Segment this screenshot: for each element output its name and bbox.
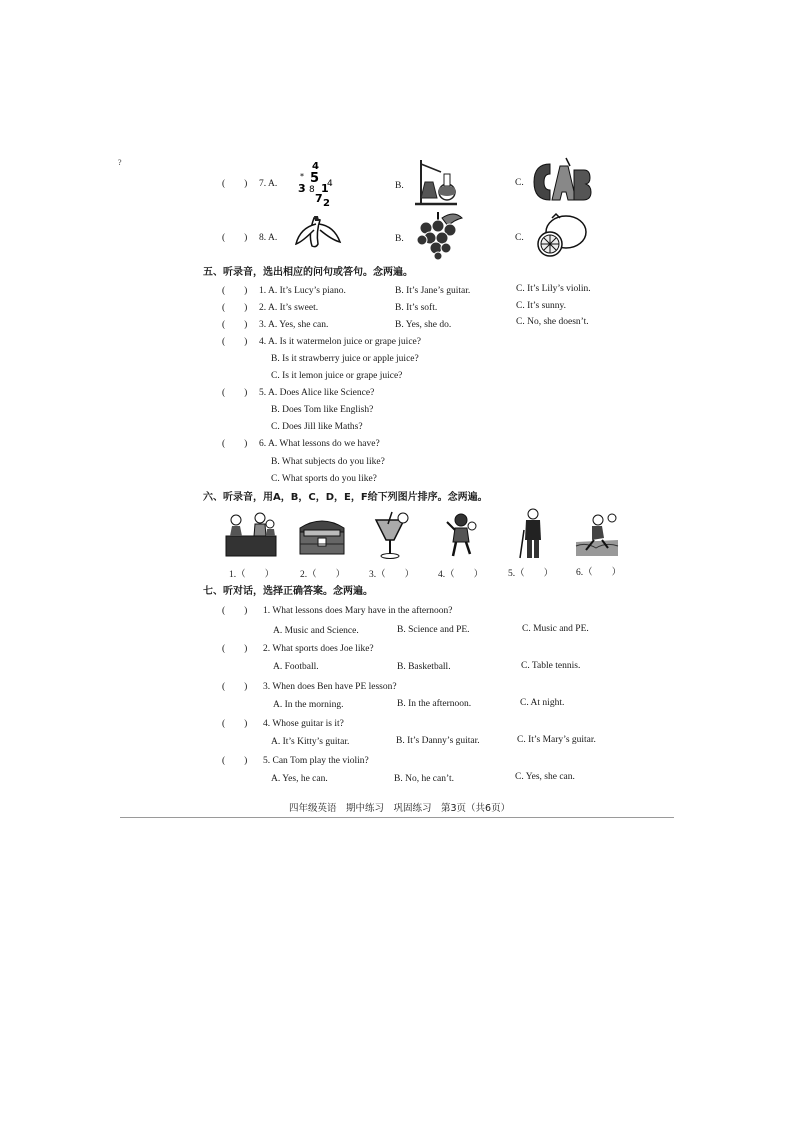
paren-q7: ( ) bbox=[222, 179, 248, 189]
q5-5-option-b: B. Does Tom like English? bbox=[271, 405, 374, 415]
old-man-with-cane-icon bbox=[516, 508, 546, 560]
svg-text:1: 1 bbox=[321, 182, 329, 195]
q7-option-a-label: 7. A. bbox=[259, 179, 278, 189]
grapes-icon bbox=[412, 210, 464, 260]
q5-6-paren: ( ) bbox=[222, 439, 248, 449]
q7-3-question: 3. When does Ben have PE lesson? bbox=[263, 682, 397, 692]
q5-2-option-b: B. It’s soft. bbox=[395, 303, 438, 313]
order-blank-2[interactable]: 2.（ ） bbox=[300, 570, 346, 580]
q5-4-paren: ( ) bbox=[222, 337, 248, 347]
section-6-title: 六、听录音，用A，B，C，D，E，F给下列图片排序。念两遍。 bbox=[203, 492, 488, 503]
q8-option-a-label: 8. A. bbox=[259, 233, 278, 243]
q7-5-paren: ( ) bbox=[222, 756, 248, 766]
q7-1-option-c: C. Music and PE. bbox=[522, 624, 589, 634]
q7-5-option-c: C. Yes, she can. bbox=[515, 772, 575, 782]
svg-text:4: 4 bbox=[327, 179, 333, 189]
numbers-icon bbox=[296, 158, 338, 208]
q7-1-question: 1. What lessons does Mary have in the afternoon? bbox=[263, 606, 453, 616]
juice-glass-icon bbox=[370, 510, 410, 560]
boy-with-ball-icon bbox=[443, 512, 479, 558]
q5-2-option-a: 2. A. It’s sweet. bbox=[259, 303, 319, 313]
q5-4-option-c: C. Is it lemon juice or grape juice? bbox=[271, 371, 403, 381]
q7-4-option-b: B. It’s Danny’s guitar. bbox=[396, 736, 480, 746]
q5-2-paren: ( ) bbox=[222, 303, 248, 313]
order-blank-4[interactable]: 4.（ ） bbox=[438, 570, 484, 580]
q7-3-option-b: B. In the afternoon. bbox=[397, 699, 472, 709]
q5-1-option-a: 1. A. It’s Lucy’s piano. bbox=[259, 286, 346, 296]
q5-4-option-b: B. Is it strawberry juice or apple juice? bbox=[271, 354, 419, 364]
q7-option-b-label: B. bbox=[395, 181, 404, 191]
q5-3-option-c: C. No, she doesn’t. bbox=[516, 317, 589, 327]
q7-1-option-b: B. Science and PE. bbox=[397, 625, 470, 635]
q7-2-paren: ( ) bbox=[222, 644, 248, 654]
q5-5-option-c: C. Does Jill like Maths? bbox=[271, 422, 363, 432]
q5-3-option-b: B. Yes, she do. bbox=[395, 320, 452, 330]
q7-1-option-a: A. Music and Science. bbox=[273, 626, 359, 636]
lemon-icon bbox=[532, 212, 588, 258]
q7-5-option-b: B. No, he can’t. bbox=[394, 774, 454, 784]
q5-6-option-c: C. What sports do you like? bbox=[271, 474, 377, 484]
q5-3-option-a: 3. A. Yes, she can. bbox=[259, 320, 329, 330]
svg-text:7: 7 bbox=[315, 192, 323, 205]
q8-option-b-label: B. bbox=[395, 234, 404, 244]
q7-2-option-c: C. Table tennis. bbox=[521, 661, 581, 671]
q7-5-option-a: A. Yes, he can. bbox=[271, 774, 328, 784]
q7-2-option-a: A. Football. bbox=[273, 662, 319, 672]
q7-option-c-label: C. bbox=[515, 178, 524, 188]
q5-1-paren: ( ) bbox=[222, 286, 248, 296]
corner-mark: ? bbox=[118, 158, 122, 167]
kid-playing-football-icon bbox=[574, 512, 620, 558]
paren-q8: ( ) bbox=[222, 233, 248, 243]
order-blank-1[interactable]: 1.（ ） bbox=[229, 570, 275, 580]
q7-2-question: 2. What sports does Joe like? bbox=[263, 644, 374, 654]
svg-text:5: 5 bbox=[310, 171, 320, 186]
q8-option-c-label: C. bbox=[515, 233, 524, 243]
people-at-counter-icon bbox=[224, 512, 280, 558]
worksheet-page bbox=[120, 105, 674, 817]
lab-flask-icon bbox=[411, 158, 461, 208]
q7-3-option-a: A. In the morning. bbox=[273, 700, 344, 710]
section-5-title: 五、听录音，选出相应的问句或答句。念两遍。 bbox=[203, 267, 413, 278]
q5-6-option-b: B. What subjects do you like? bbox=[271, 457, 385, 467]
q5-3-paren: ( ) bbox=[222, 320, 248, 330]
banana-icon bbox=[292, 214, 342, 250]
q5-4-option-a: 4. A. Is it watermelon juice or grape juice? bbox=[259, 337, 421, 347]
q7-4-option-a: A. It’s Kitty’s guitar. bbox=[271, 737, 350, 747]
q7-1-paren: ( ) bbox=[222, 606, 248, 616]
cab-letters-icon bbox=[530, 156, 592, 206]
svg-text:8: 8 bbox=[309, 185, 315, 195]
page-bottom-edge bbox=[120, 817, 674, 818]
q5-1-option-b: B. It’s Jane’s guitar. bbox=[395, 286, 471, 296]
q5-6-option-a: 6. A. What lessons do we have? bbox=[259, 439, 380, 449]
order-blank-6[interactable]: 6.（ ） bbox=[576, 568, 622, 578]
q5-5-paren: ( ) bbox=[222, 388, 248, 398]
order-blank-5[interactable]: 5.（ ） bbox=[508, 569, 554, 579]
q7-3-paren: ( ) bbox=[222, 682, 248, 692]
q7-4-question: 4. Whose guitar is it? bbox=[263, 719, 344, 729]
q7-4-option-c: C. It’s Mary’s guitar. bbox=[517, 735, 596, 745]
svg-text:4: 4 bbox=[312, 161, 319, 172]
q7-5-question: 5. Can Tom play the violin? bbox=[263, 756, 369, 766]
svg-text:3: 3 bbox=[298, 182, 306, 195]
q7-4-paren: ( ) bbox=[222, 719, 248, 729]
q7-3-option-c: C. At night. bbox=[520, 698, 565, 708]
q5-2-option-c: C. It’s sunny. bbox=[516, 301, 567, 311]
page-footer: 四年级英语 期中练习 巩固练习 第3页（共6页） bbox=[289, 803, 511, 814]
section-7-title: 七、听对话，选择正确答案。念两遍。 bbox=[203, 586, 373, 597]
svg-text:2: 2 bbox=[323, 198, 330, 208]
q7-2-option-b: B. Basketball. bbox=[397, 662, 451, 672]
order-blank-3[interactable]: 3.（ ） bbox=[369, 570, 415, 580]
svg-text:*: * bbox=[300, 172, 304, 181]
q5-1-option-c: C. It’s Lily’s violin. bbox=[516, 284, 591, 294]
q5-5-option-a: 5. A. Does Alice like Science? bbox=[259, 388, 375, 398]
treasure-chest-icon bbox=[296, 514, 348, 556]
